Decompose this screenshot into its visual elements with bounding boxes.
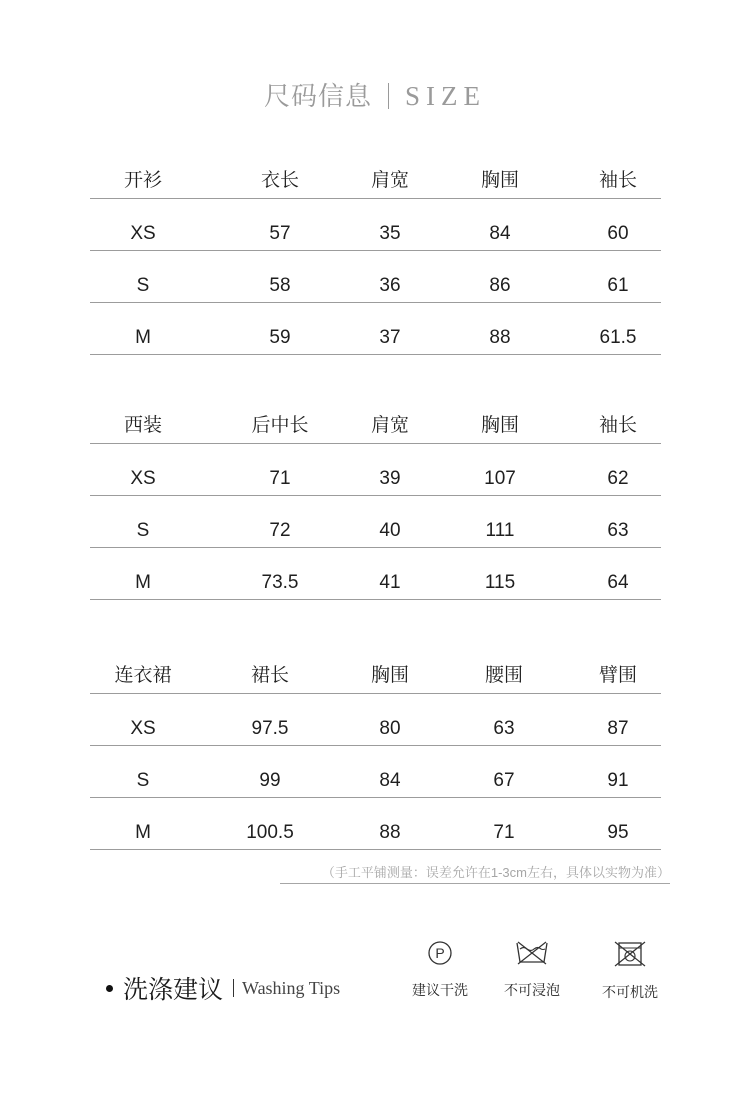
value-cell: 115 <box>484 572 516 593</box>
no-machine-wash-icon <box>613 940 647 968</box>
value-cell: 59 <box>269 327 291 348</box>
care-label: 建议干洗 <box>412 982 468 998</box>
header-cell: 腰围 <box>484 665 523 686</box>
table-row <box>90 199 661 251</box>
value-cell: 40 <box>379 520 401 541</box>
size-cell: M <box>135 327 151 348</box>
measurement-note: （手工平铺测量：误差允许在1-3cm左右，具体以实物为准） <box>280 862 670 884</box>
value-cell: 97.5 <box>251 718 289 739</box>
care-item-no-machine-wash <box>585 940 675 1002</box>
value-cell: 95 <box>607 822 629 843</box>
size-cell: S <box>136 520 150 541</box>
dry-clean-icon <box>427 940 453 966</box>
value-cell: 36 <box>379 275 401 296</box>
header-cell: 连衣裙 <box>114 665 172 686</box>
value-cell: 63 <box>607 520 629 541</box>
value-cell: 111 <box>485 520 515 541</box>
dress-size-table <box>90 642 661 850</box>
value-cell: 37 <box>379 327 401 348</box>
table-row <box>90 746 661 798</box>
header-cell: 开衫 <box>123 170 162 191</box>
header-cell: 裙长 <box>250 665 289 686</box>
svg-text:P: P <box>435 945 445 961</box>
value-cell: 73.5 <box>261 572 299 593</box>
size-cell: S <box>136 275 150 296</box>
table-row <box>90 548 661 600</box>
table-row <box>90 798 661 850</box>
washing-title-en: Washing Tips <box>242 977 341 998</box>
value-cell: 39 <box>379 468 401 489</box>
title-divider <box>388 83 389 109</box>
size-header <box>0 76 750 113</box>
header-cell: 后中长 <box>251 415 309 436</box>
value-cell: 107 <box>484 468 516 489</box>
table-row <box>90 303 661 355</box>
size-title-cn: 尺码信息 <box>263 81 372 111</box>
cardigan-size-table <box>90 147 661 355</box>
header-cell: 胸围 <box>480 415 519 436</box>
size-cell: XS <box>130 223 156 244</box>
size-title-en: SIZE <box>405 81 486 111</box>
size-cell: XS <box>130 468 156 489</box>
value-cell: 86 <box>489 275 511 296</box>
size-cell: M <box>135 822 151 843</box>
header-cell: 西装 <box>123 415 162 436</box>
value-cell: 60 <box>607 223 629 244</box>
value-cell: 87 <box>607 718 629 739</box>
value-cell: 72 <box>269 520 291 541</box>
value-cell: 84 <box>489 223 511 244</box>
table-header-row <box>90 642 661 694</box>
header-cell: 袖长 <box>598 170 637 191</box>
care-item-dry-clean <box>395 940 485 1000</box>
header-cell: 肩宽 <box>370 415 409 436</box>
value-cell: 64 <box>607 572 629 593</box>
no-soak-icon <box>515 940 549 966</box>
bullet-dot <box>106 985 113 992</box>
table-row <box>90 496 661 548</box>
value-cell: 88 <box>379 822 401 843</box>
value-cell: 99 <box>259 770 281 791</box>
care-label: 不可机洗 <box>602 984 658 1000</box>
value-cell: 35 <box>379 223 401 244</box>
value-cell: 63 <box>493 718 515 739</box>
table-header-row <box>90 147 661 199</box>
suit-size-table <box>90 392 661 600</box>
value-cell: 88 <box>489 327 511 348</box>
value-cell: 71 <box>493 822 515 843</box>
table-row <box>90 444 661 496</box>
size-cell: M <box>135 572 151 593</box>
value-cell: 61 <box>607 275 629 296</box>
care-item-no-soak <box>487 940 577 1000</box>
table-row <box>90 251 661 303</box>
washing-tips-title <box>106 970 340 1006</box>
header-cell: 臂围 <box>598 665 637 686</box>
value-cell: 91 <box>607 770 629 791</box>
title-divider <box>233 979 234 997</box>
value-cell: 41 <box>379 572 401 593</box>
header-cell: 胸围 <box>370 665 409 686</box>
value-cell: 67 <box>493 770 515 791</box>
washing-title-cn: 洗涤建议 <box>123 976 224 1004</box>
size-cell: XS <box>130 718 156 739</box>
value-cell: 71 <box>269 468 291 489</box>
value-cell: 58 <box>269 275 291 296</box>
value-cell: 61.5 <box>599 327 637 348</box>
header-cell: 袖长 <box>598 415 637 436</box>
header-cell: 肩宽 <box>370 170 409 191</box>
value-cell: 62 <box>607 468 629 489</box>
header-cell: 胸围 <box>480 170 519 191</box>
header-cell: 衣长 <box>260 170 299 191</box>
care-label: 不可浸泡 <box>504 982 560 998</box>
value-cell: 84 <box>379 770 401 791</box>
table-row <box>90 694 661 746</box>
value-cell: 57 <box>269 223 291 244</box>
value-cell: 80 <box>379 718 401 739</box>
table-header-row <box>90 392 661 444</box>
size-cell: S <box>136 770 150 791</box>
value-cell: 100.5 <box>246 822 294 843</box>
